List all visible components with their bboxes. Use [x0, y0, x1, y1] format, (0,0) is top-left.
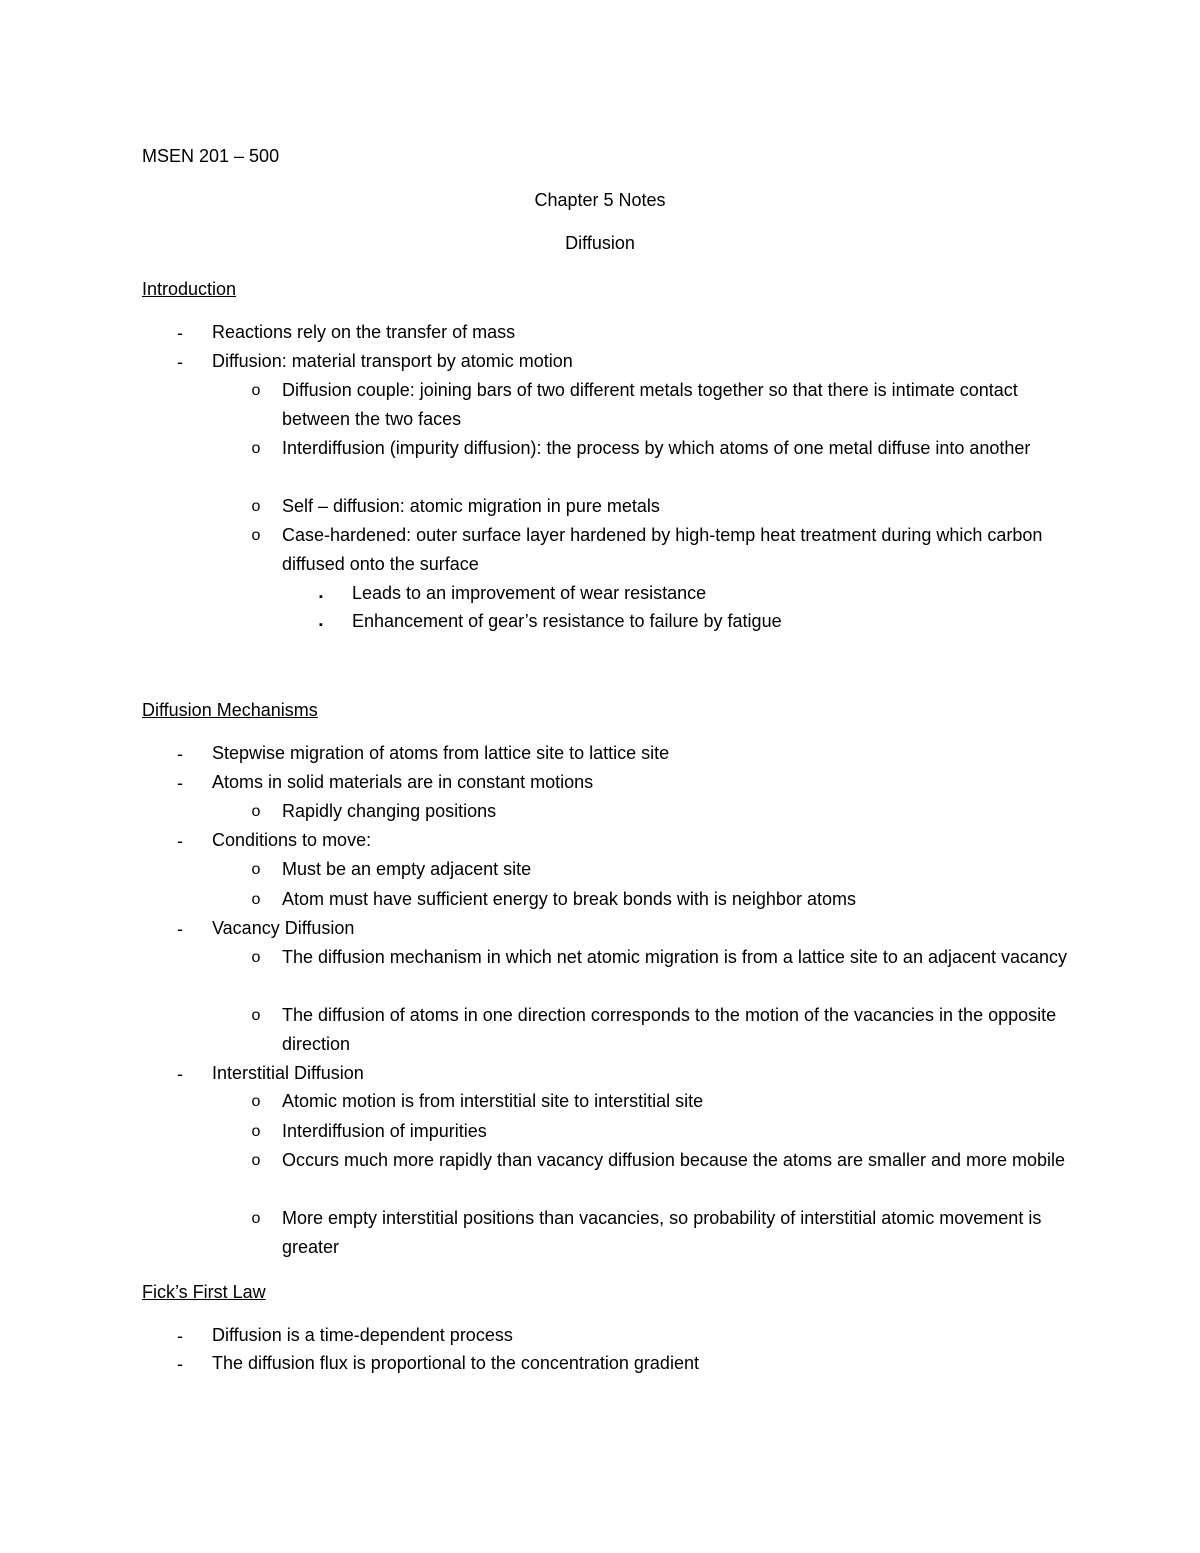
list-item	[0, 829, 1200, 858]
list-item-text: Diffusion couple: joining bars of two different metals together so that there is intimate contact between the two faces	[282, 380, 1018, 429]
list-item-text: Vacancy Diffusion	[212, 918, 355, 938]
circle-bullet: o	[251, 1152, 261, 1169]
circle-bullet: o	[251, 861, 261, 878]
dash-bullet: -	[177, 323, 183, 343]
list-item	[0, 858, 1200, 887]
section-heading-diffusion-mechanisms: Diffusion Mechanisms	[142, 700, 318, 720]
dash-bullet: -	[177, 1354, 183, 1374]
list-item-text: Interstitial Diffusion	[212, 1063, 364, 1083]
dash-bullet: -	[177, 919, 183, 939]
list-item-text: Diffusion is a time-dependent process	[212, 1325, 513, 1345]
list-item-text: Atoms in solid materials are in constant motions	[212, 772, 594, 792]
list-item	[0, 888, 1200, 917]
list-item	[0, 495, 1200, 524]
list-item-text: Atomic motion is from interstitial site to interstitial site	[282, 1091, 704, 1111]
list-item	[0, 800, 1200, 829]
circle-bullet: o	[251, 891, 261, 908]
list-item	[0, 742, 1200, 771]
section-heading-ficks-first-law: Fick’s First Law	[142, 1282, 266, 1302]
circle-bullet: o	[251, 527, 261, 544]
list-item	[0, 437, 1200, 466]
circle-bullet: o	[251, 1123, 261, 1140]
square-bullet: ▪	[319, 591, 323, 603]
list-item-text: Self – diffusion: atomic migration in pure metals	[282, 496, 660, 516]
circle-bullet: o	[251, 440, 261, 457]
list-item-text: Leads to an improvement of wear resistance	[352, 583, 707, 603]
list-item	[0, 1004, 1200, 1054]
circle-bullet: o	[251, 1093, 261, 1110]
list-item-text: Interdiffusion (impurity diffusion): the process by which atoms of one metal diffuse into another	[282, 438, 1031, 458]
circle-bullet: o	[251, 498, 261, 515]
dash-bullet: -	[177, 352, 183, 372]
list-item-text: Interdiffusion of impurities	[282, 1121, 487, 1141]
list-item-text: Stepwise migration of atoms from lattice site to lattice site	[212, 743, 670, 763]
list-item	[0, 1090, 1200, 1119]
chapter-title: Chapter 5 Notes	[534, 190, 666, 210]
list-item-text: Atom must have sufficient energy to break bonds with is neighbor atoms	[282, 889, 856, 909]
list-item-text: More empty interstitial positions than vacancies, so probability of interstitial atomic movement is greater	[282, 1208, 1042, 1257]
list-item-text: Rapidly changing positions	[282, 801, 497, 821]
list-item	[0, 524, 1200, 574]
circle-bullet: o	[251, 803, 261, 820]
circle-bullet: o	[251, 1007, 261, 1024]
list-item	[0, 1352, 1200, 1381]
list-item-text: Conditions to move:	[212, 830, 372, 850]
list-item	[0, 1120, 1200, 1149]
dash-bullet: -	[177, 1064, 183, 1084]
list-item-text: Reactions rely on the transfer of mass	[212, 322, 516, 342]
list-item-text: The diffusion mechanism in which net atomic migration is from a lattice site to an adjacent vacancy	[282, 947, 1068, 967]
list-item	[0, 1207, 1200, 1257]
list-item	[0, 771, 1200, 800]
list-item	[0, 379, 1200, 429]
list-item	[0, 350, 1200, 379]
list-item	[0, 946, 1200, 975]
dash-bullet: -	[177, 1326, 183, 1346]
list-item-text: Case-hardened: outer surface layer hardened by high-temp heat treatment during which carbon diffused onto the surface	[282, 525, 1043, 574]
list-item-text: Must be an empty adjacent site	[282, 859, 532, 879]
topic-title: Diffusion	[565, 233, 635, 253]
circle-bullet: o	[251, 382, 261, 399]
list-item	[0, 917, 1200, 946]
list-item-text: The diffusion of atoms in one direction corresponds to the motion of the vacancies in the opposite direction	[282, 1005, 1057, 1054]
circle-bullet: o	[251, 949, 261, 966]
square-bullet: ▪	[319, 619, 323, 631]
list-item	[0, 610, 1200, 639]
list-item	[0, 321, 1200, 350]
list-item-text: Occurs much more rapidly than vacancy diffusion because the atoms are smaller and more mobile	[282, 1150, 1066, 1170]
list-item-text: The diffusion flux is proportional to the concentration gradient	[212, 1353, 699, 1373]
section-heading-introduction: Introduction	[142, 279, 237, 299]
dash-bullet: -	[177, 773, 183, 793]
dash-bullet: -	[177, 831, 183, 851]
list-item	[0, 1149, 1200, 1178]
list-item-text: Diffusion: material transport by atomic motion	[212, 351, 573, 371]
list-item-text: Enhancement of gear’s resistance to failure by fatigue	[352, 611, 782, 631]
course-code: MSEN 201 – 500	[142, 146, 280, 166]
circle-bullet: o	[251, 1210, 261, 1227]
dash-bullet: -	[177, 744, 183, 764]
